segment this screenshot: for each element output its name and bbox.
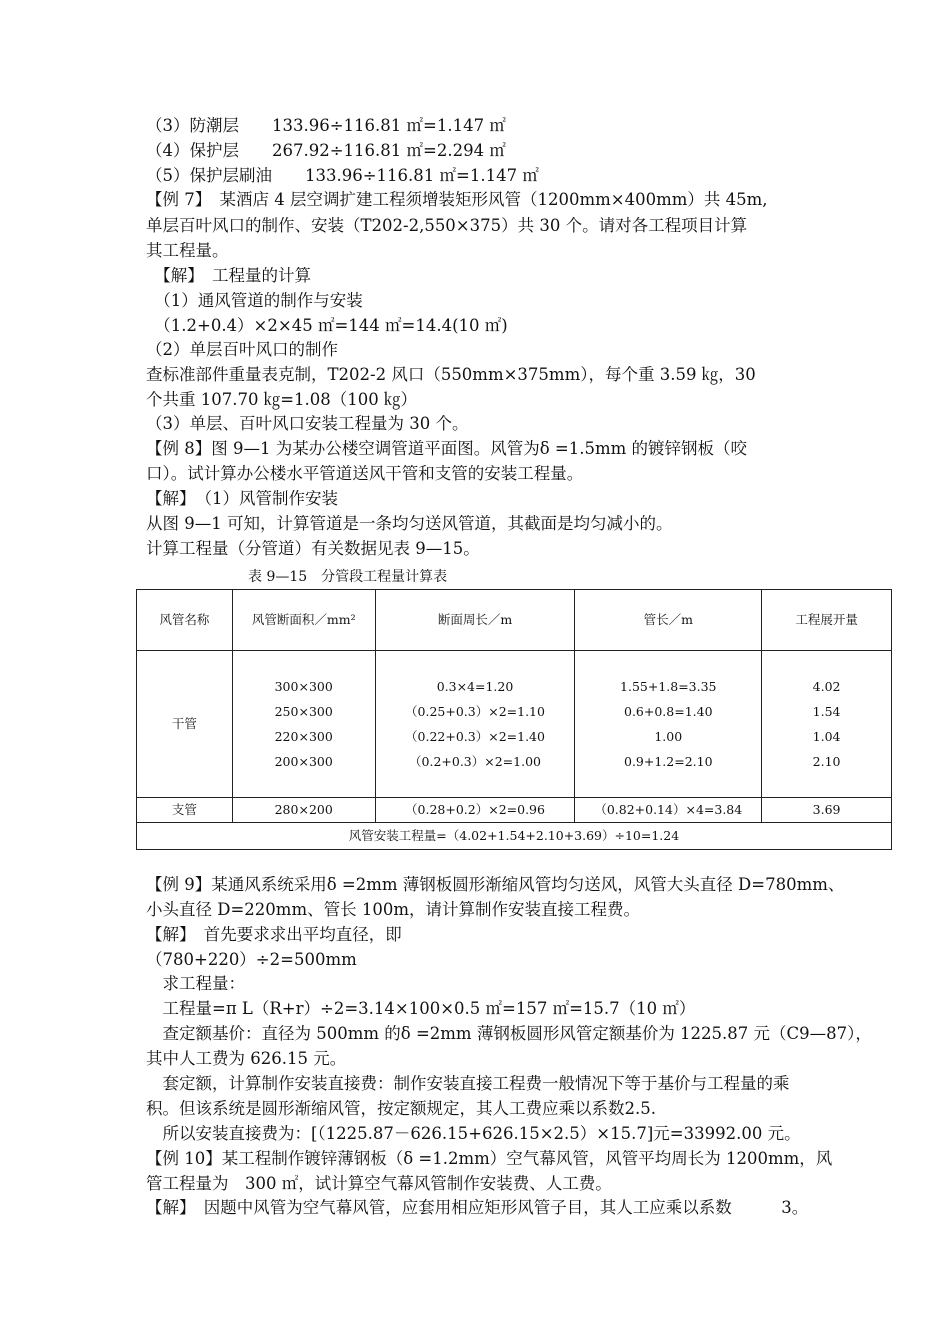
text-line: 【例 8】图 9—1 为某办公楼空调管道平面图。风管为δ =1.5mm 的镀锌钢板（咬 xyxy=(146,439,748,458)
length-cell xyxy=(575,651,762,798)
table-cell-value: 2.10 xyxy=(812,754,841,769)
table-cell-value: 200×300 xyxy=(274,754,333,769)
table-cell-value: 250×300 xyxy=(274,704,333,719)
text-line: 积。但该系统是圆形渐缩风管，按定额规定，其人工费应乘以系数2.5. xyxy=(146,1099,656,1118)
text-line: 【解】 工程量的计算 xyxy=(146,266,311,285)
text-line: （780+220）÷2=500mm xyxy=(146,950,357,969)
text-line: 小头直径 D=220mm、管长 100m，请计算制作安装直接工程费。 xyxy=(146,900,640,919)
table-cell-value: （0.22+0.3）×2=1.40 xyxy=(405,729,545,744)
table-header-cell: 风管名称 xyxy=(137,590,233,651)
text-line: 所以安装直接费为：[（1225.87－626.15+626.15×2.5）×15.7]元=33992.00 元。 xyxy=(146,1124,801,1143)
text-line: 其中人工费为 626.15 元。 xyxy=(146,1049,347,1068)
table-caption: 表 9—15 分管段工程量计算表 xyxy=(248,569,448,585)
text-line: 计算工程量（分管道）有关数据见表 9—15。 xyxy=(146,539,480,558)
text-line: 从图 9—1 可知，计算管道是一条均匀送风管道，其截面是均匀减小的。 xyxy=(146,514,673,533)
calculation-table xyxy=(136,589,892,850)
table-header-cell: 风管断面积／mm² xyxy=(232,590,375,651)
text-line: 工程量=π L（R+r）÷2=3.14×100×0.5 ㎡=157 ㎡=15.7（10 ㎡） xyxy=(146,999,696,1018)
duct-name-cell: 干管 xyxy=(137,651,233,798)
text-line: （4）保护层 267.92÷116.81 ㎡=2.294 ㎡ xyxy=(146,141,506,160)
table-cell-value: 0.9+1.2=2.10 xyxy=(624,754,713,769)
text-line: （1.2+0.4）×2×45 ㎡=144 ㎡=14.4(10 ㎡) xyxy=(146,316,508,335)
text-line: 单层百叶风口的制作、安装（T202-2,550×375）共 30 个。请对各工程项目计算 xyxy=(146,216,748,235)
expanded-cell: 3.69 xyxy=(762,798,892,823)
table-cell-value: 0.3×4=1.20 xyxy=(436,679,514,694)
text-line: 查标准部件重量表克制，T202-2 风口（550mm×375mm），每个重 3.59 ㎏，30 xyxy=(146,365,756,384)
table-cell-value: 1.04 xyxy=(812,729,841,744)
table-header-row xyxy=(137,590,892,651)
perimeter-cell: （0.28+0.2）×2=0.96 xyxy=(375,798,575,823)
text-line: 【例 9】某通风系统采用δ =2mm 薄钢板圆形渐缩风管均匀送风，风管大头直径 D=780mm、 xyxy=(146,875,845,894)
area-cell: 280×200 xyxy=(232,798,375,823)
text-line: 管工程量为 300 ㎡，试计算空气幕风管制作安装费、人工费。 xyxy=(146,1174,612,1193)
total-cell: 风管安装工程量=（4.02+1.54+2.10+3.69）÷10=1.24 xyxy=(137,823,892,850)
table-row-branch xyxy=(137,798,892,823)
perimeter-cell xyxy=(375,651,575,798)
text-line: 口）。试计算办公楼水平管道送风干管和支管的安装工程量。 xyxy=(146,464,584,483)
length-cell: （0.82+0.14）×4=3.84 xyxy=(575,798,762,823)
table-cell-value: 4.02 xyxy=(812,679,841,694)
text-line: （1）通风管道的制作与安装 xyxy=(146,291,363,310)
text-line: 套定额，计算制作安装直接费：制作安装直接工程费一般情况下等于基价与工程量的乘 xyxy=(146,1074,790,1093)
table-row-trunk xyxy=(137,651,892,798)
duct-name-cell: 支管 xyxy=(137,798,233,823)
text-line: 【解】 （1）风管制作安装 xyxy=(146,489,338,508)
text-line: 求工程量： xyxy=(146,974,245,993)
text-line: 【例 10】某工程制作镀锌薄钢板（δ =1.2mm）空气幕风管，风管平均周长为 1200mm，风 xyxy=(146,1149,833,1168)
text-line: 其工程量。 xyxy=(146,241,229,260)
table-cell-value: 220×300 xyxy=(274,729,333,744)
text-line: 【例 7】 某酒店 4 层空调扩建工程须增装矩形风管（1200mm×400mm）共 45m, xyxy=(146,190,768,209)
table-header-cell: 工程展开量 xyxy=(762,590,892,651)
text-line: 【解】 首先要求求出平均直径，即 xyxy=(146,925,402,944)
text-line: （5）保护层刷油 133.96÷116.81 ㎡=1.147 ㎡ xyxy=(146,166,539,185)
table-cell-value: （0.25+0.3）×2=1.10 xyxy=(405,704,545,719)
table-cell-value: 0.6+0.8=1.40 xyxy=(624,704,713,719)
table-row-total xyxy=(137,823,892,850)
text-line: （2）单层百叶风口的制作 xyxy=(146,340,338,359)
text-line: （3）单层、百叶风口安装工程量为 30 个。 xyxy=(146,414,469,433)
text-line: 查定额基价：直径为 500mm 的δ =2mm 薄钢板圆形风管定额基价为 1225.87 元（C9—87）， xyxy=(146,1024,872,1043)
table-header-cell: 管长／m xyxy=(575,590,762,651)
table-cell-value: 300×300 xyxy=(274,679,333,694)
table-cell-value: （0.2+0.3）×2=1.00 xyxy=(409,754,541,769)
text-line: 【解】 因题中风管为空气幕风管，应套用相应矩形风管子目，其人工应乘以系数 3。 xyxy=(146,1198,809,1217)
table-cell-value: 1.54 xyxy=(812,704,841,719)
table-cell-value: 1.00 xyxy=(654,729,683,744)
text-line: （3）防潮层 133.96÷116.81 ㎡=1.147 ㎡ xyxy=(146,116,506,135)
table-cell-value: 1.55+1.8=3.35 xyxy=(620,679,717,694)
area-cell xyxy=(232,651,375,798)
expanded-cell xyxy=(762,651,892,798)
text-line: 个共重 107.70 ㎏=1.08（100 ㎏） xyxy=(146,390,418,409)
table-header-cell: 断面周长／m xyxy=(375,590,575,651)
